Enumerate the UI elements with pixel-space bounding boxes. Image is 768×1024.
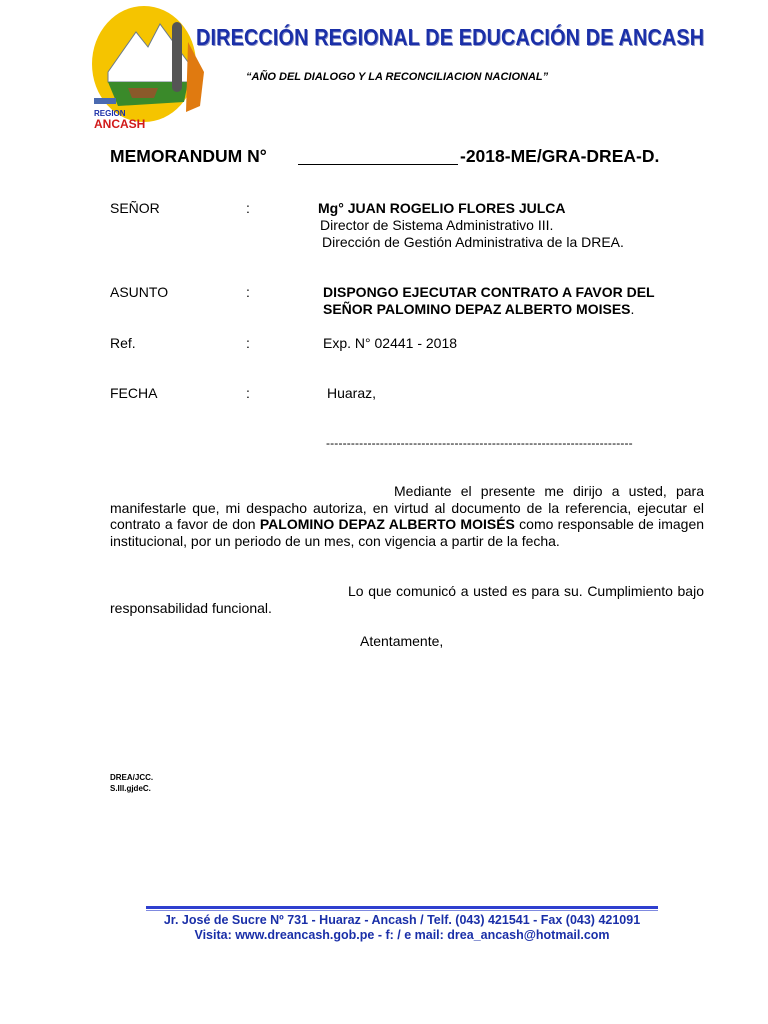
beneficiary-name: PALOMINO DEPAZ ALBERTO MOISÉS: [259, 516, 515, 533]
senor-label: SEÑOR: [110, 200, 160, 216]
memo-title: MEMORANDUM N°: [110, 146, 267, 166]
footer-address: Jr. José de Sucre Nº 731 - Huaraz - Ancash / Telf. (043) 421541 - Fax (043) 421091: [163, 913, 641, 927]
body-paragraph-2: [110, 583, 704, 616]
logo-text: REGION: [94, 109, 126, 118]
recipient-office: Dirección de Gestión Administrativa de la DREA.: [322, 234, 624, 250]
paragraph-1-text-start: Mediante el presente me dirijo a usted, para manifestarle que, mi despacho autoriza, en virtud al documento de la referencia, ejecutar el contrato a favor de don: [110, 483, 704, 533]
initials-line-1: DREA/JCC.: [110, 773, 154, 782]
paragraph-1-text-end: como responsable de imagen institucional, por un periodo de un mes, con vigencia a partir de la fecha.: [110, 516, 705, 549]
recipient-name: Mg° JUAN ROGELIO FLORES JULCA: [318, 200, 566, 216]
ref-colon: :: [246, 335, 250, 351]
footer-web-email: Visita: www.dreancash.gob.pe - f: / e mail: drea_ancash@hotmail.com: [194, 928, 610, 942]
recipient-position: Director de Sistema Administrativo III.: [320, 217, 554, 233]
date-value: Huaraz,: [327, 385, 377, 401]
year-motto: “AÑO DEL DIALOGO Y LA RECONCILIACION NACIONAL”: [246, 71, 549, 83]
organization-title: DIRECCIÓN REGIONAL DE EDUCACIÓN DE ANCASH: [196, 24, 705, 50]
subject-line-2: [323, 301, 634, 317]
footer-divider: [146, 906, 658, 909]
region-ancash-logo: [88, 2, 206, 130]
ref-label: Ref.: [110, 335, 136, 351]
svg-text:ANCASH: ANCASH: [94, 117, 146, 130]
initials-line-2: S.III.gjdeC.: [110, 784, 151, 793]
memo-number-blank: [298, 164, 458, 165]
fecha-label: FECHA: [110, 385, 158, 401]
fecha-colon: :: [246, 385, 250, 401]
asunto-label: ASUNTO: [110, 284, 169, 300]
closing-salutation: Atentamente,: [360, 633, 444, 649]
separator-line: --------------------------------------------------------------------------: [326, 436, 633, 450]
subject-period: .: [630, 301, 635, 317]
footer-divider-thin: [146, 910, 658, 911]
asunto-colon: :: [246, 284, 250, 300]
memo-code-suffix: -2018-ME/GRA-DREA-D.: [460, 146, 660, 166]
reference-value: Exp. N° 02441 - 2018: [323, 335, 458, 351]
senor-colon: :: [246, 200, 250, 216]
subject-line-1: DISPONGO EJECUTAR CONTRATO A FAVOR DEL: [323, 284, 655, 300]
paragraph-2-text: Lo que comunicó a usted es para su. Cumplimiento bajo responsabilidad funcional.: [110, 583, 704, 616]
body-paragraph-1: [110, 483, 704, 549]
subject-line-2-text: SEÑOR PALOMINO DEPAZ ALBERTO MOISES: [323, 301, 631, 317]
